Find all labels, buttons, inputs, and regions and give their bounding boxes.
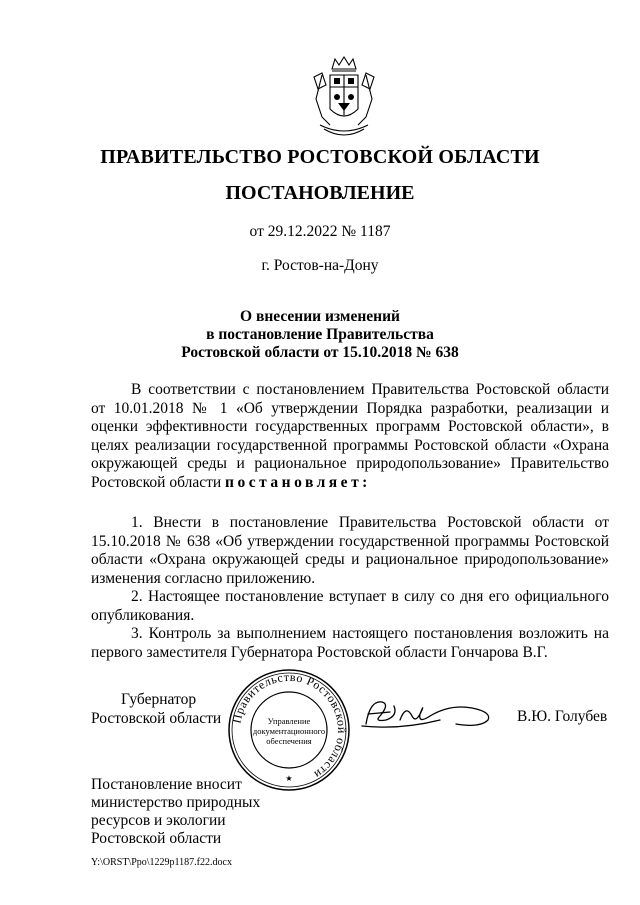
document-subject xyxy=(0,308,640,362)
signatory-title xyxy=(91,690,231,728)
signatory-title-line: Губернатор xyxy=(121,691,197,708)
resolution-item: 1. Внести в постановление Правительства Ростовской области от 15.10.2018 № 638 «Об утверждении государственной программы Ростовской области «Охрана окружающей среды и рациональное природопользование» изменения согласно приложению. xyxy=(91,514,609,587)
stamp-center-line: обеспечения xyxy=(266,736,312,746)
document-type: ПОСТАНОВЛЕНИЕ xyxy=(225,182,415,204)
stamp-center-line: Управление xyxy=(267,716,311,726)
introduced-by-line: министерство природных xyxy=(91,794,261,811)
organization-title: ПРАВИТЕЛЬСТВО РОСТОВСКОЙ ОБЛАСТИ xyxy=(100,146,540,168)
introduced-by-line: Постановление вносит xyxy=(91,776,242,793)
official-stamp-icon xyxy=(226,667,352,793)
svg-text:★: ★ xyxy=(285,774,293,783)
signatory-name: В.Ю. Голубев xyxy=(517,708,608,725)
city: г. Ростов-на-Дону xyxy=(261,257,379,274)
preamble-paragraph xyxy=(91,381,609,492)
handwritten-signature-icon xyxy=(360,690,500,738)
file-path: Y:\ORST\Ppo\1229p1187.f22.docx xyxy=(91,857,232,868)
introduced-by-line: Ростовской области xyxy=(91,830,222,847)
signatory-title-line: Ростовской области xyxy=(91,710,222,727)
resolution-items xyxy=(91,514,609,662)
resolves-word: постановляет: xyxy=(225,473,371,491)
introduced-by xyxy=(91,776,351,848)
coat-of-arms-icon xyxy=(308,55,380,141)
subject-line: Ростовской области от 15.10.2018 № 638 xyxy=(181,344,459,361)
subject-line: О внесении изменений xyxy=(240,308,400,325)
resolution-item: 3. Контроль за выполнением настоящего постановления возложить на первого заместителя Губернатора Ростовской области Гончарова В.Г. xyxy=(91,625,609,661)
stamp-center-line: документационного xyxy=(252,726,326,736)
introduced-by-line: ресурсов и экологии xyxy=(91,812,226,829)
stamp-ring-text: Правительство Ростовской области xyxy=(229,669,350,783)
subject-line: в постановление Правительства xyxy=(206,326,434,343)
preamble-text: В соответствии с постановлением Правительства Ростовской области от 10.01.2018 № 1 «Об утверждении Порядка разработки, реализации и оценки эффективности государственных программ Ростовской области», в целях реализации государственной программы Ростовской области «Охрана окружающей среды и рациональное природопользование» Правительство Ростовской области xyxy=(91,381,609,491)
date-number: от 29.12.2022 № 1187 xyxy=(249,223,391,240)
resolution-item: 2. Настоящее постановление вступает в силу со дня его официального опубликования. xyxy=(91,588,609,624)
